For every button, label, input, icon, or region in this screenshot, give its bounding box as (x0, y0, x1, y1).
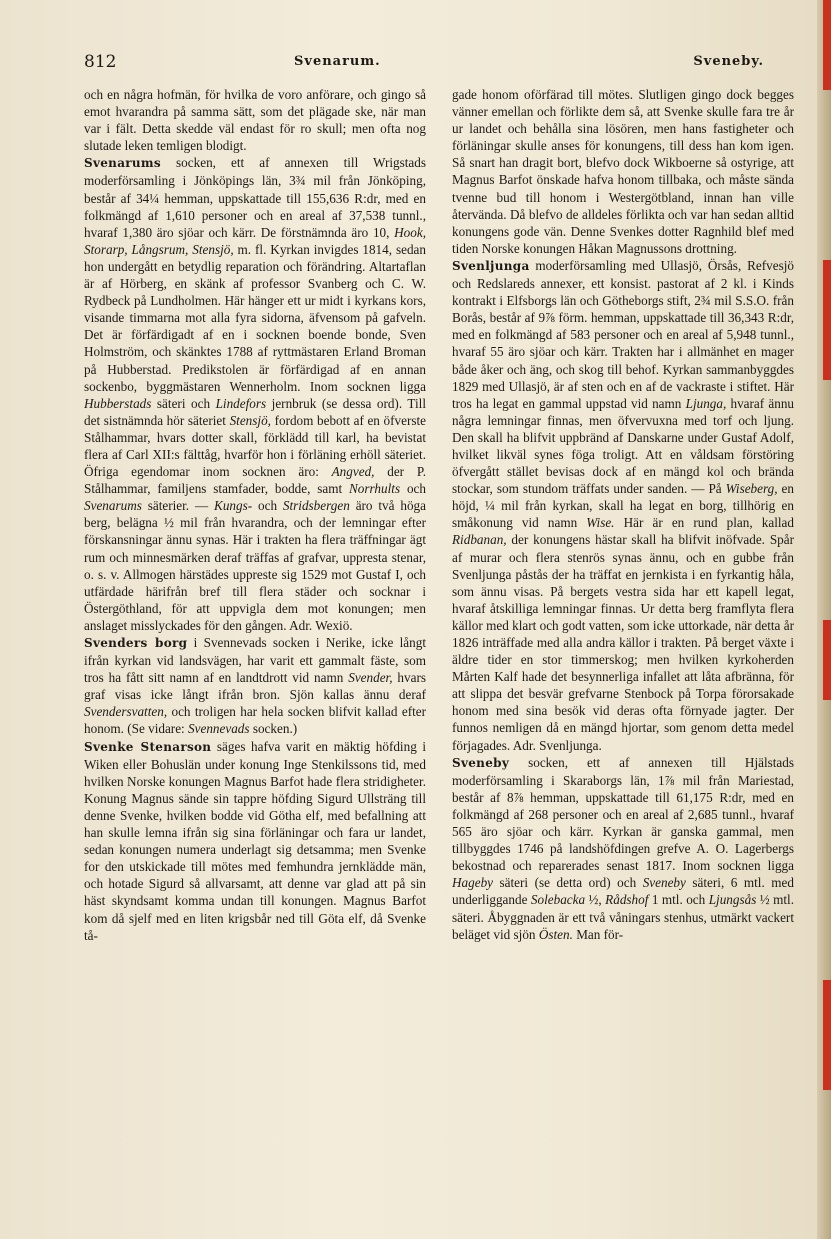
page-number: 812 (84, 52, 117, 72)
text-run: säteri (se detta ord) och (493, 875, 643, 891)
italic-name: Rådshof (605, 892, 649, 908)
italic-name: Svennevads (188, 721, 250, 737)
italic-name: Stridsbergen (282, 498, 350, 514)
text-run: ½ mtl. säteri. Åbyggnaden är ett två våningars stenhus, utmärkt vackert beläget vid sjön (452, 892, 794, 942)
running-header (84, 52, 764, 76)
text-run: och en några hofmän, för hvilka de voro anförare, och gingo så emot hvarandra på samma sätt, som det plägade ske, när man var i fält. Detta skedde väl endast för ro skull; men ofta nog slutade leken temligen blodigt. (84, 87, 426, 154)
text-run: socken, ett af annexen till Hjälstads moderförsamling i Skaraborgs län, 1⅞ mil från Mariestad, består af 8⅞ hemman, uppskattade till 61,175 R:dr, med en folkmängd af 268 personer och en areal af 2,685 tunnl., hvaraf 565 äro sjöar och kärr. Kyrkan är ganska gammal, men tillbyggdes 1746 på landshöfdingen grefve A. O. Lagerbergs bekostnad och reparerades senast 1817. Inom socknen ligga (452, 754, 794, 874)
text-run: hvars graf visas icke långt ifrån bron. Sjön kallas ännu deraf (84, 670, 426, 703)
article-paragraph (452, 86, 794, 257)
entry-headword: Svenke Stenarson (84, 739, 212, 754)
right-column (452, 86, 794, 1206)
text-run: säges hafva varit en mäktig höfding i Wiken eller Bohuslän under konung Inge Stenkilssons tid, med hvilken Norske konungen Magnus Barfot hade flera stridigheter. Konung Magnus sände sin tappre höfding Sigurd Ullsträng till denne Svenke, hvilken bodde vid Götha elf, med befallning att han skulle lemna ifrån sig sina förläningar och fara ur landet, sedan konungen numera underlagt sig detsamma; men Svenke for den utskickade till mötes med femhundra jernklädde män, och hotade Sigurd så allvarsamt, att denne var glad att på sin häst skyndsamt komma undan till konungen. Magnus Barfot kom då sjelf med en liten krigsbår ned till Göta elf, då Svenke tå- (84, 738, 426, 943)
entry-headword: Svenljunga (452, 258, 530, 273)
italic-name: Angved, (331, 464, 375, 480)
text-run: fordom bebott af en öfverste Stålhammar, hvars dotter skall, förklädd till karl, ha bevistat flera af Carl XII:s fälttåg, hvarför hon i förläning erhöll säteriet. Öfriga egendomar inom socknen äro: (84, 412, 426, 480)
article-paragraph (452, 257, 794, 754)
italic-name: Östen. (538, 926, 573, 942)
text-run: der konungens hästar skall ha blifvit inöfvade. Spår af murar och flera stenrös synas ännu, och en gubbe från Svenljunga påstås der ha träffat en jernkista i en fyrkantig håla, som ännu visas. På bergets vestra sida har ett kapell legat, hvaraf åtskilliga lemningar finnas. Ur detta berg framflyta flera källor med klart och godt vatten, som icke uttorkade, när detta år 1826 inträffade med alla andra källor i trakten. På berget växte i äldre tider en stor timmerskog; men hvilken kyrkoherden Mårten Kalf hade det besynnerliga infallet att låta afbränna, för att slippa det besvär grefvarne Stenbock på Torpa förorsakade honom med sina besök vid deras ofta förnyade jagter. Der funnos nemligen då en mängd hjortar, som genom detta medel förjagades. Adr. Svenljunga. (452, 532, 794, 753)
italic-name: Norrhults (349, 481, 401, 497)
article-paragraph (84, 634, 426, 738)
text-run: Man för- (572, 926, 624, 942)
text-run: der P. Stålhammar, familjens stamfader, bodde, samt (84, 464, 426, 497)
text-run: 1 mtl. och (648, 892, 709, 908)
text-run: jernbruk (se dessa ord). Till det sistnämnda hör säteriet (84, 395, 426, 428)
italic-name: Wise. (586, 515, 615, 531)
text-run: en höjd, ¼ mil från kyrkan, skall ha legat en borg, tillhörig en småkonung vid namn (452, 481, 794, 531)
text-run: ½, (585, 892, 606, 908)
italic-name: Solebacka (530, 892, 586, 908)
italic-name: Lindefors (215, 395, 267, 411)
italic-name: Svender, (348, 670, 393, 686)
article-paragraph (452, 754, 794, 943)
text-run: i Svennevads socken i Nerike, icke långt ifrån kyrkan vid landsvägen, har varit ett gammalt fäste, som tros ha fått sitt namn af en landtdrott vid namn (84, 635, 426, 686)
italic-name: Hook, Storarp, Långsrum, Stensjö, (84, 224, 426, 257)
text-run: gade honom oförfärad till mötes. Slutligen gingo dock begges vänner emellan och förlikte dem så, att Svenke skulle fara tre år ur landet och behålla sina lösören, men hans fastigheter och förläningar skulle anses för konungens, till dess han kom igen. Så snart han dragit bort, blefvo dock Wikboerne så ostyrige, att Magnus Barfot önskade hafva honom tillbaka, och måste sända tvenne bud till honom i Westergötbland, innan han ville återvända. Då blefvo de alldeles förlikta och var han sedan alltid konungens gode vän. Denne Svenkes dotter Ragnhild blef med tiden Norske konungen Håkan Magnussons drottning. (452, 87, 794, 256)
text-run: och (400, 481, 426, 497)
italic-name: Sveneby (642, 875, 686, 891)
text-run: säteri och (151, 395, 216, 411)
text-run: och troligen har hela socken blifvit kallad efter honom. (Se vidare: (84, 704, 426, 737)
text-run: och (252, 498, 283, 514)
article-paragraph (84, 154, 426, 634)
entry-headword: Svenarums (84, 156, 161, 171)
italic-name: Svenarums (84, 498, 142, 514)
italic-name: Stensjö, (229, 412, 271, 428)
italic-name: Svendersvatten, (84, 704, 168, 720)
text-run: säteri, 6 mtl. med underliggande (452, 875, 794, 908)
italic-name: Ljunga, (685, 395, 727, 411)
italic-name: Ridbanan, (452, 532, 507, 548)
italic-name: Kungs- (214, 498, 253, 514)
text-run: hvaraf ännu några lemningar finnas, men öfvervuxna med torf och ljung. Den skall ha blifvit uppbränd af Danskarne under Gustaf Adolf, hvilket likväl synes föga troligt. Att en våldsam förstöring öfvergått stället bevisas dock af en mängd kol och brända stockar, som stundom träffats under sanden. — På (452, 395, 794, 497)
left-running-title: Svenarum. (294, 54, 381, 69)
entry-headword: Svenders borg (84, 636, 188, 650)
right-running-title: Sveneby. (693, 54, 764, 69)
italic-name: Wiseberg, (725, 481, 778, 497)
entry-headword: Sveneby (452, 755, 510, 770)
article-paragraph (84, 738, 426, 944)
italic-name: Ljungsås (708, 892, 757, 908)
text-run: socken, ett af annexen till Wrigstads moderförsamling i Jönköpings län, 3¾ mil från Jönköping, består af 34¼ hemman, uppskattade till 155,636 R:dr, med en folkmängd af 1,610 personer och en areal af 37,538 tunnl., hvaraf 1,380 äro sjöar och kärr. De förstnämnda äro 10, (84, 155, 426, 240)
italic-name: Hageby (452, 875, 494, 891)
left-column (84, 86, 426, 1206)
page-edge (817, 0, 831, 1239)
article-paragraph (84, 86, 426, 154)
text-run: moderförsamling med Ullasjö, Örsås, Refvesjö och Redslareds annexer, ett konsist. pastorat af 2 kl. i Kinds kontrakt i Elfsborgs län och Götheborgs stift, 2¾ mil S.S.O. från Borås, består af 9⅞ förm. hemman, uppskattade till 36,343 R:dr, med en folkmängd af 583 personer och en areal af 5,948 tunnl., hvaraf 55 äro sjöar och kärr. Trakten har i allmänhet en mager både åker och äng, och skog till behof. Kyrkan sammanbyggdes 1829 med Ullasjö, är af sten och en af de vackraste i stiftet. Här tros ha legat en gammal uppstad vid namn (452, 257, 794, 411)
text-run: socken.) (249, 721, 298, 737)
text-run: säterier. — (141, 498, 215, 514)
text-run: Här är en rund plan, kallad (614, 515, 794, 531)
text-run: m. fl. Kyrkan invigdes 1814, sedan hon undergått en betydlig reparation och förändring. Altartaflan är af Hörberg, en skänk af professor Svanberg och C. W. Rydbeck på Lundholmen. Här hänger ett ur midt i kyrkans kors, visande timmarna mot alla fyra sidorna, äfvensom på gafveln. Det är förfärdigadt af en i socknen boende bonde, Sven Holmström, och skänktes 1788 af ryttmästaren Erland Broman på Hubberstad. Predikstolen är förfärdigad af en annan sockenbo, byggmästaren Wennerholm. Inom socknen ligga (84, 241, 426, 394)
text-run: äro två höga berg, belägna ½ mil från hvarandra, och der lemningar efter förskansningar ännu synas. Här i trakten ha flera träffningar ägt rum och minnesmärken deraf träffas af grafvar, uppresta stenar, o. s. v. Allmogen härstädes uppreste sig 1529 mot Gustaf I, och utfärdade härifrån bref till flera städer och socknar i Östergöthland, för att uppvigla dem mot konungen; men anslaget misslyckades för den gången. Adr. Wexiö. (84, 498, 426, 633)
italic-name: Hubberstads (84, 395, 152, 411)
